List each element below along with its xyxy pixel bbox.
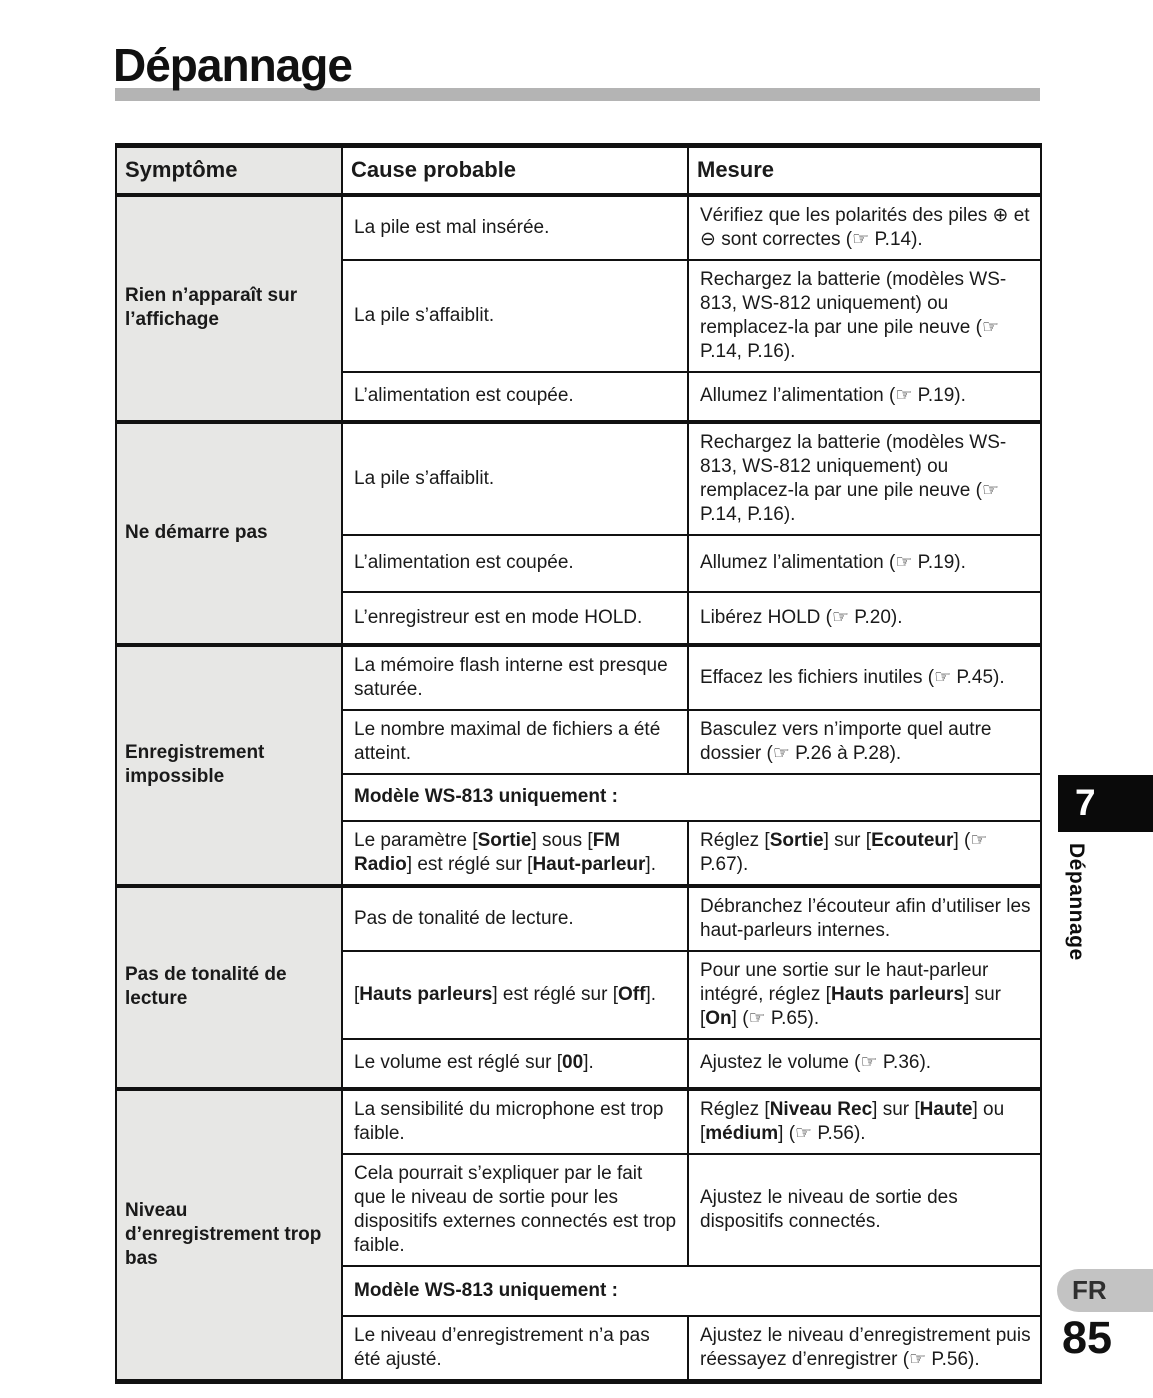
measure-cell: Rechargez la batterie (modèles WS-813, WS-812 uniquement) ou remplacez-la par une pile neuve (☞ P.14, P.16). [688, 422, 1041, 535]
language-badge [1057, 1269, 1153, 1312]
cause-cell: La mémoire flash interne est presque saturée. [342, 645, 688, 710]
cause-cell: Le nombre maximal de fichiers a été atteint. [342, 710, 688, 774]
symptom-cell: Enregistrement impossible [116, 645, 342, 886]
chapter-label-vertical: Dépannage [1065, 843, 1088, 961]
symptom-cell: Pas de tonalité de lecture [116, 886, 342, 1089]
cause-cell: Le volume est réglé sur [00]. [342, 1039, 688, 1089]
page-number: 85 [1062, 1312, 1113, 1363]
symptom-cell: Rien n’apparaît sur l’affichage [116, 195, 342, 422]
symptom-cell: Niveau d’enregistrement trop bas [116, 1089, 342, 1382]
table-row [116, 1089, 1041, 1154]
model-note-cell: Modèle WS-813 uniquement : [342, 774, 1041, 821]
measure-cell: Libérez HOLD (☞ P.20). [688, 592, 1041, 645]
symptom-cell: Ne démarre pas [116, 422, 342, 645]
cause-cell: L’enregistreur est en mode HOLD. [342, 592, 688, 645]
cause-cell: Cela pourrait s’expliquer par le fait que le niveau de sortie pour les dispositifs externes connectés est trop faible. [342, 1154, 688, 1266]
cause-cell: La pile s’affaiblit. [342, 422, 688, 535]
measure-cell: Vérifiez que les polarités des piles ⊕ et ⊖ sont correctes (☞ P.14). [688, 195, 1041, 260]
table-row [116, 422, 1041, 535]
measure-cell: Basculez vers n’importe quel autre dossier (☞ P.26 à P.28). [688, 710, 1041, 774]
table-row [116, 645, 1041, 710]
measure-cell: Rechargez la batterie (modèles WS-813, WS-812 uniquement) ou remplacez-la par une pile neuve (☞ P.14, P.16). [688, 260, 1041, 372]
measure-cell: Allumez l’alimentation (☞ P.19). [688, 372, 1041, 422]
cause-cell: Le paramètre [Sortie] sous [FM Radio] est réglé sur [Haut-parleur]. [342, 821, 688, 886]
measure-cell: Réglez [Niveau Rec] sur [Haute] ou [médium] (☞ P.56). [688, 1089, 1041, 1154]
measure-cell: Ajustez le volume (☞ P.36). [688, 1039, 1041, 1089]
measure-cell: Ajustez le niveau de sortie des dispositifs connectés. [688, 1154, 1041, 1266]
measure-cell: Pour une sortie sur le haut-parleur intégré, réglez [Hauts parleurs] sur [On] (☞ P.65). [688, 951, 1041, 1039]
table-header-row [116, 146, 1041, 195]
language-badge-label: FR [1072, 1275, 1107, 1305]
model-note-cell: Modèle WS-813 uniquement : [342, 1266, 1041, 1316]
cause-cell: Le niveau d’enregistrement n’a pas été ajusté. [342, 1316, 688, 1382]
cause-cell: La pile s’affaiblit. [342, 260, 688, 372]
measure-cell: Réglez [Sortie] sur [Ecouteur] (☞ P.67). [688, 821, 1041, 886]
cause-cell: Pas de tonalité de lecture. [342, 886, 688, 951]
page-title: Dépannage [113, 39, 352, 91]
cause-cell: L’alimentation est coupée. [342, 535, 688, 592]
measure-cell: Allumez l’alimentation (☞ P.19). [688, 535, 1041, 592]
measure-cell: Débranchez l’écouteur afin d’utiliser les haut-parleurs internes. [688, 886, 1041, 951]
chapter-number: 7 [1075, 782, 1096, 823]
measure-cell: Effacez les fichiers inutiles (☞ P.45). [688, 645, 1041, 710]
measure-cell: Ajustez le niveau d’enregistrement puis réessayez d’enregistrer (☞ P.56). [688, 1316, 1041, 1382]
header-cause: Cause probable [342, 146, 688, 195]
cause-cell: L’alimentation est coupée. [342, 372, 688, 422]
troubleshooting-table [115, 143, 1042, 1384]
table-row [116, 195, 1041, 260]
header-measure: Mesure [688, 146, 1041, 195]
header-symptom: Symptôme [116, 146, 342, 195]
cause-cell: La pile est mal insérée. [342, 195, 688, 260]
table-row [116, 886, 1041, 951]
cause-cell: La sensibilité du microphone est trop faible. [342, 1089, 688, 1154]
chapter-tab [1058, 775, 1153, 832]
cause-cell: [Hauts parleurs] est réglé sur [Off]. [342, 951, 688, 1039]
